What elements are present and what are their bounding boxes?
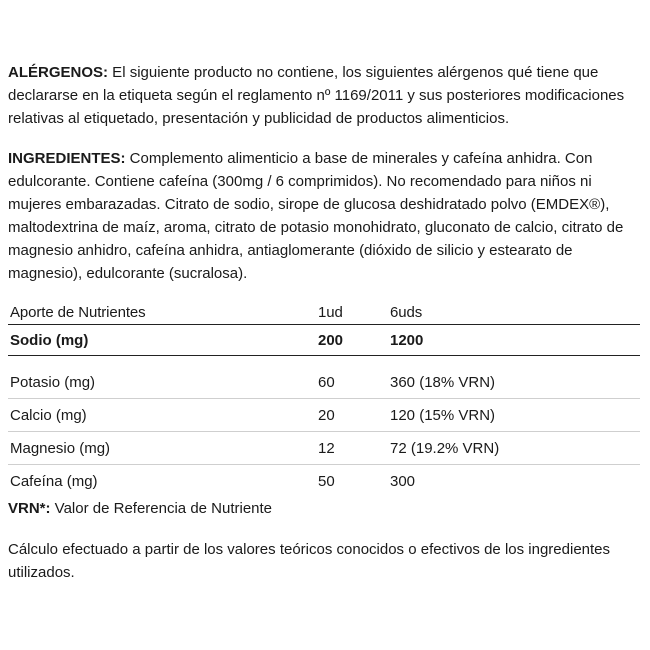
table-header-row — [8, 301, 640, 325]
nutrient-1ud: 50 — [318, 472, 335, 490]
allergens-label: ALÉRGENOS: — [8, 64, 109, 81]
nutrient-1ud: 60 — [312, 366, 390, 399]
table-row — [8, 432, 640, 465]
ingredients-text: Complemento alimenticio a base de minerales y cafeína anhidra. Con edulcorante. Contiene cafeína (300mg / 6 comprimidos). No recomendado para niños ni mujeres embarazadas. Citrato de sodio, sirope de glucosa deshidratado polvo (EMDEX®), maltodextrina de maíz, aroma, citrato de potasio monohidrato, gluconato de calcio, citrato de magnesio anhidro, cafeína anhidra, antiaglomerante (dióxido de silicio y estearato de magnesio), edulcorante (sucralosa). — [8, 150, 624, 282]
table-row-sodium — [8, 325, 640, 356]
nutrient-name: Cafeína (mg) — [10, 472, 98, 490]
vrn-note — [8, 497, 640, 520]
nutrition-info-document — [8, 61, 640, 584]
header-nutrient: Aporte de Nutrientes — [8, 301, 312, 325]
nutrient-1ud: 12 — [312, 432, 390, 465]
nutrition-table — [8, 301, 640, 497]
vrn-text: Valor de Referencia de Nutriente — [50, 500, 273, 517]
sodium-6uds: 1200 — [390, 325, 640, 356]
sodium-name: Sodio (mg) — [8, 325, 312, 356]
nutrient-name: Magnesio (mg) — [8, 432, 312, 465]
nutrient-name: Potasio (mg) — [8, 366, 312, 399]
nutrient-6uds: 360 (18% VRN) — [390, 366, 640, 399]
ingredients-label: INGREDIENTES: — [8, 150, 126, 167]
nutrient-6uds: 300 — [390, 472, 416, 490]
table-spacer — [8, 356, 640, 367]
table-row — [8, 399, 640, 432]
allergens-text: El siguiente producto no contiene, los siguientes alérgenos qué tiene que declararse en la etiqueta según el reglamento nº 1169/2011 y sus posteriores modificaciones relativas al etiquetado, presentación y publicidad de productos alimenticios. — [8, 64, 625, 127]
table-row — [8, 465, 640, 498]
allergens-paragraph — [8, 61, 640, 130]
nutrient-6uds: 72 (19.2% VRN) — [390, 432, 640, 465]
vrn-label: VRN*: — [8, 500, 51, 517]
nutrient-1ud: 20 — [312, 399, 390, 432]
header-1ud: 1ud — [312, 301, 390, 325]
ingredients-paragraph — [8, 147, 640, 285]
table-row — [8, 366, 640, 399]
sodium-1ud: 200 — [312, 325, 390, 356]
calculation-note: Cálculo efectuado a partir de los valores teóricos conocidos o efectivos de los ingredientes utilizados. — [8, 541, 611, 581]
header-6uds: 6uds — [390, 301, 640, 325]
nutrient-6uds: 120 (15% VRN) — [390, 399, 640, 432]
nutrient-name: Calcio (mg) — [8, 399, 312, 432]
